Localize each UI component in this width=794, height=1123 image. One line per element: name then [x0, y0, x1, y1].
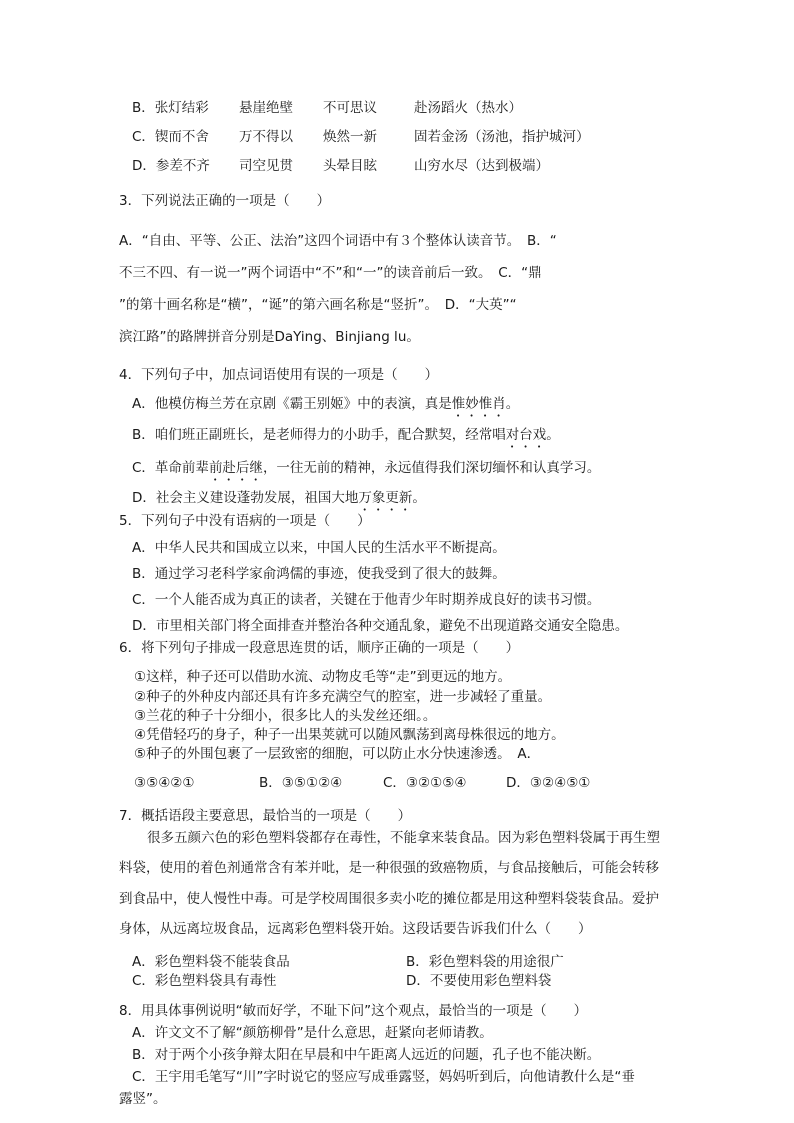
q2-word: 不可思议: [323, 100, 377, 116]
q3-text-line: A．“自由、平等、公正、法治”这四个词语中有３个整体认读音节。 B．“: [119, 233, 557, 249]
q7-option: D．不要使用彩色塑料袋: [406, 973, 552, 989]
q4-option-text: 。: [412, 490, 426, 506]
q2-word: 焕然一新: [323, 129, 377, 145]
q4-option-b: [132, 426, 560, 451]
q7-passage-line: 身体，从远离垃圾食品，远离彩色塑料袋开始。这段话要告诉我们什么（ ）: [119, 921, 592, 937]
q6-answer: D．③②④⑤①: [506, 775, 591, 791]
q3-text-line: 不三不四、有一说一”两个词语中“不”和“一”的读音前后一致。 C．“鼎: [119, 265, 542, 281]
q4-option-d: [132, 489, 426, 514]
q7-option: B．彩色塑料袋的用途很广: [406, 954, 564, 970]
q2-word: 司空见贯: [239, 158, 293, 174]
q8-text-line: B．对于两个小孩争辩太阳在早晨和中午距离人远近的问题，孔子也不能决断。: [132, 1047, 601, 1063]
q6-stem: 6．将下列句子排成一段意思连贯的话，顺序正确的一项是（ ）: [119, 640, 520, 656]
q4-dotted-phrase: 万象更新: [358, 490, 413, 506]
q4-option-text: D．社会主义建设蓬勃发展，祖国大地: [132, 490, 359, 506]
q2-word: 头晕目眩: [323, 158, 377, 174]
q2-option-label: D．参差不齐: [132, 158, 210, 174]
q6-sentence: ①这样，种子还可以借助水流、动物皮毛等“走”到更远的地方。: [134, 669, 512, 685]
q4-dotted-phrase: 对台戏: [505, 427, 547, 443]
q4-option-c: [132, 459, 600, 484]
q8-text-line: C．王宇用毛笔写“川”字时说它的竖应写成垂露竖，妈妈听到后，向他请教什么是“垂: [132, 1069, 635, 1085]
q8-stem: 8．用具体事例说明“敏而好学，不耻下问”这个观点，最恰当的一项是（ ）: [119, 1003, 588, 1019]
q8-text-line: A．许文文不了解“颜筋柳骨”是什么意思，赶紧向老师请教。: [132, 1025, 493, 1041]
q2-word: 赴汤蹈火（热水）: [414, 100, 522, 116]
q4-stem: 4．下列句子中，加点词语使用有误的一项是（ ）: [119, 367, 439, 383]
q4-option-a: [132, 395, 519, 420]
q7-passage-line: 料袋，使用的着色剂通常含有苯并吡，是一种很强的致癌物质，与食品接触后，可能会转移: [119, 860, 659, 876]
q4-dotted-phrase: 惟妙惟肖: [451, 396, 506, 412]
q2-word: 山穷水尽（达到极端）: [414, 158, 549, 174]
q4-option-text: 。: [505, 396, 520, 412]
q2-word: 固若金汤（汤池，指护城河）: [414, 129, 590, 145]
q7-option: C．彩色塑料袋具有毒性: [132, 973, 277, 989]
q6-sentence: ⑤种子的外围包裹了一层致密的细胞，可以防止水分快速渗透。 A．: [134, 746, 541, 762]
q7-passage-line: 很多五颜六色的彩色塑料袋都存在毒性，不能拿来装食品。因为彩色塑料袋属于再生塑: [147, 830, 660, 846]
q5-option: A．中华人民共和国成立以来，中国人民的生活水平不断提高。: [132, 540, 506, 556]
q3-text-line: 滨江路”的路牌拼音分别是DaYing、Binjiang lu。: [119, 329, 420, 345]
q2-option-label: B．张灯结彩: [132, 100, 209, 116]
q4-option-text: ，一往无前的精神，永远值得我们深切缅怀和认真学习。: [262, 460, 601, 476]
q2-word: 悬崖绝壁: [239, 100, 293, 116]
q6-answer: C．③②①⑤④: [383, 775, 467, 791]
q6-answer: B．③⑤①②④: [259, 775, 343, 791]
q5-option: D．市里相关部门将全面排查并整治各种交通乱象，避免不出现道路交通安全隐患。: [132, 618, 629, 634]
q7-option: A．彩色塑料袋不能装食品: [132, 954, 290, 970]
q2-word: 万不得以: [239, 129, 293, 145]
q5-stem: 5．下列句子中没有语病的一项是（ ）: [119, 513, 371, 529]
q6-sentence: ④凭借轻巧的身子，种子一出果荚就可以随风飘荡到离母株很远的地方。: [134, 727, 565, 743]
q5-option: C．一个人能否成为真正的读者，关键在于他青少年时期养成良好的读书习惯。: [132, 592, 601, 608]
q4-option-text: C．革命前辈: [132, 460, 209, 476]
q3-text-line: ”的第十画名称是“横”，“诞”的第六画名称是“竖折”。 D．“大英”“: [119, 297, 517, 313]
q6-sentence: ②种子的外种皮内部还具有许多充满空气的腔室，进一步减轻了重量。: [134, 689, 552, 705]
q6-sentence: ③兰花的种子十分细小，很多比人的头发丝还细。。: [134, 708, 437, 724]
q4-option-text: B．咱们班正副班长，是老师得力的小助手，配合默契，经常唱: [132, 427, 506, 443]
q6-answer: ③⑤④②①: [134, 775, 195, 791]
q2-option-label: C．锲而不舍: [132, 129, 209, 145]
q7-stem: 7．概括语段主要意思，最恰当的一项是（ ）: [119, 808, 412, 824]
q8-text-line: 露竖”。: [119, 1091, 167, 1107]
q4-option-text: 。: [546, 427, 560, 443]
q4-dotted-phrase: 前赴后继: [208, 460, 263, 476]
q7-passage-line: 到食品中，使人慢性中毒。可是学校周围很多卖小吃的摊位都是用这种塑料袋装食品。爱护: [119, 891, 659, 907]
q3-stem: 3．下列说法正确的一项是（ ）: [119, 193, 331, 209]
q4-option-text: A．他模仿梅兰芳在京剧《霸王别姬》中的表演，真是: [132, 396, 452, 412]
q5-option: B．通过学习老科学家俞鸿儒的事迹，使我受到了很大的鼓舞。: [132, 566, 506, 582]
